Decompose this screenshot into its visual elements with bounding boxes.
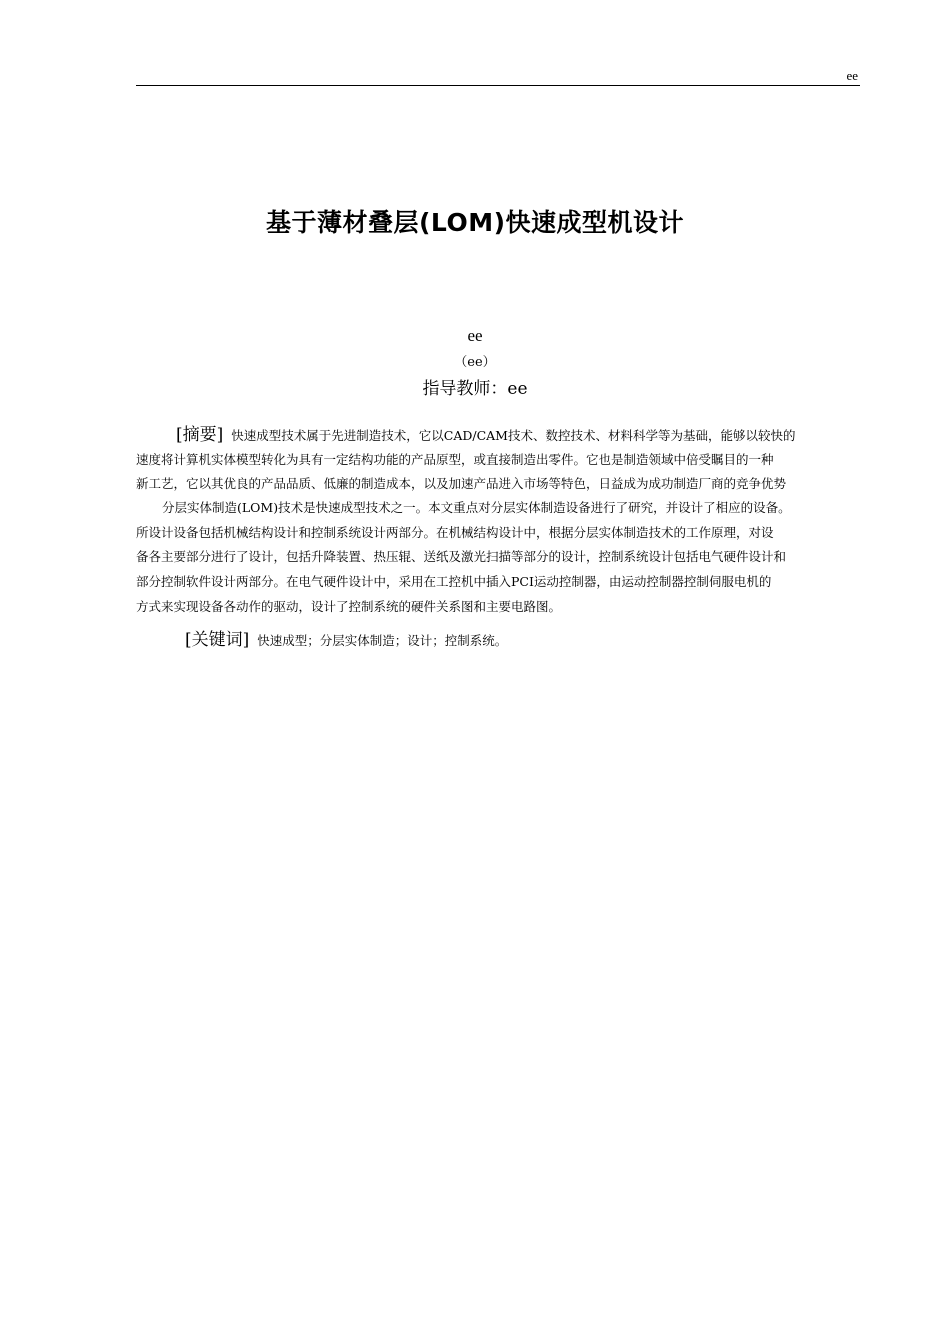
abstract-line: 备各主要部分进行了设计，包括升降装置、热压辊、送纸及激光扫描等部分的设计，控制系统设计包括电气硬件设计和: [136, 549, 787, 564]
abstract-text: 快速成型技术属于先进制造技术，它以CAD/CAM技术、数控技术、材料科学等为基础，能够以较快的: [231, 428, 796, 443]
keywords-label: [关键词]: [185, 630, 250, 650]
keywords-text: 快速成型；分层实体制造；设计；控制系统。: [257, 633, 508, 648]
abstract-line: 方式来实现设备各动作的驱动，设计了控制系统的硬件关系图和主要电路图。: [136, 599, 562, 614]
advisor-line: 指导教师：ee: [422, 379, 528, 399]
abstract-line: 部分控制软件设计两部分。在电气硬件设计中，采用在工控机中插入PCI运动控制器，由运动控制器控制伺服电机的: [136, 574, 772, 589]
keywords-section: [185, 625, 507, 650]
author-affiliation: （ee）: [454, 355, 496, 370]
abstract-line: 所设计设备包括机械结构设计和控制系统设计两部分。在机械结构设计中，根据分层实体制造技术的工作原理，对设: [136, 525, 774, 540]
abstract-label: [摘要]: [176, 425, 224, 445]
running-header: ee: [846, 68, 858, 83]
header-rule: [136, 85, 860, 86]
paper-title: 基于薄材叠层(LOM)快速成型机设计: [265, 208, 685, 237]
author-name: ee: [467, 326, 483, 345]
abstract-line: [176, 426, 795, 445]
abstract-line: 新工艺，它以其优良的产品品质、低廉的制造成本，以及加速产品进入市场等特色，日益成为成功制造厂商的竞争优势: [136, 476, 787, 491]
abstract-line: 分层实体制造(LOM)技术是快速成型技术之一。本文重点对分层实体制造设备进行了研究，并设计了相应的设备。: [162, 500, 791, 515]
abstract-line: 速度将计算机实体模型转化为具有一定结构功能的产品原型，或直接制造出零件。它也是制造领域中倍受瞩目的一种: [136, 452, 774, 467]
